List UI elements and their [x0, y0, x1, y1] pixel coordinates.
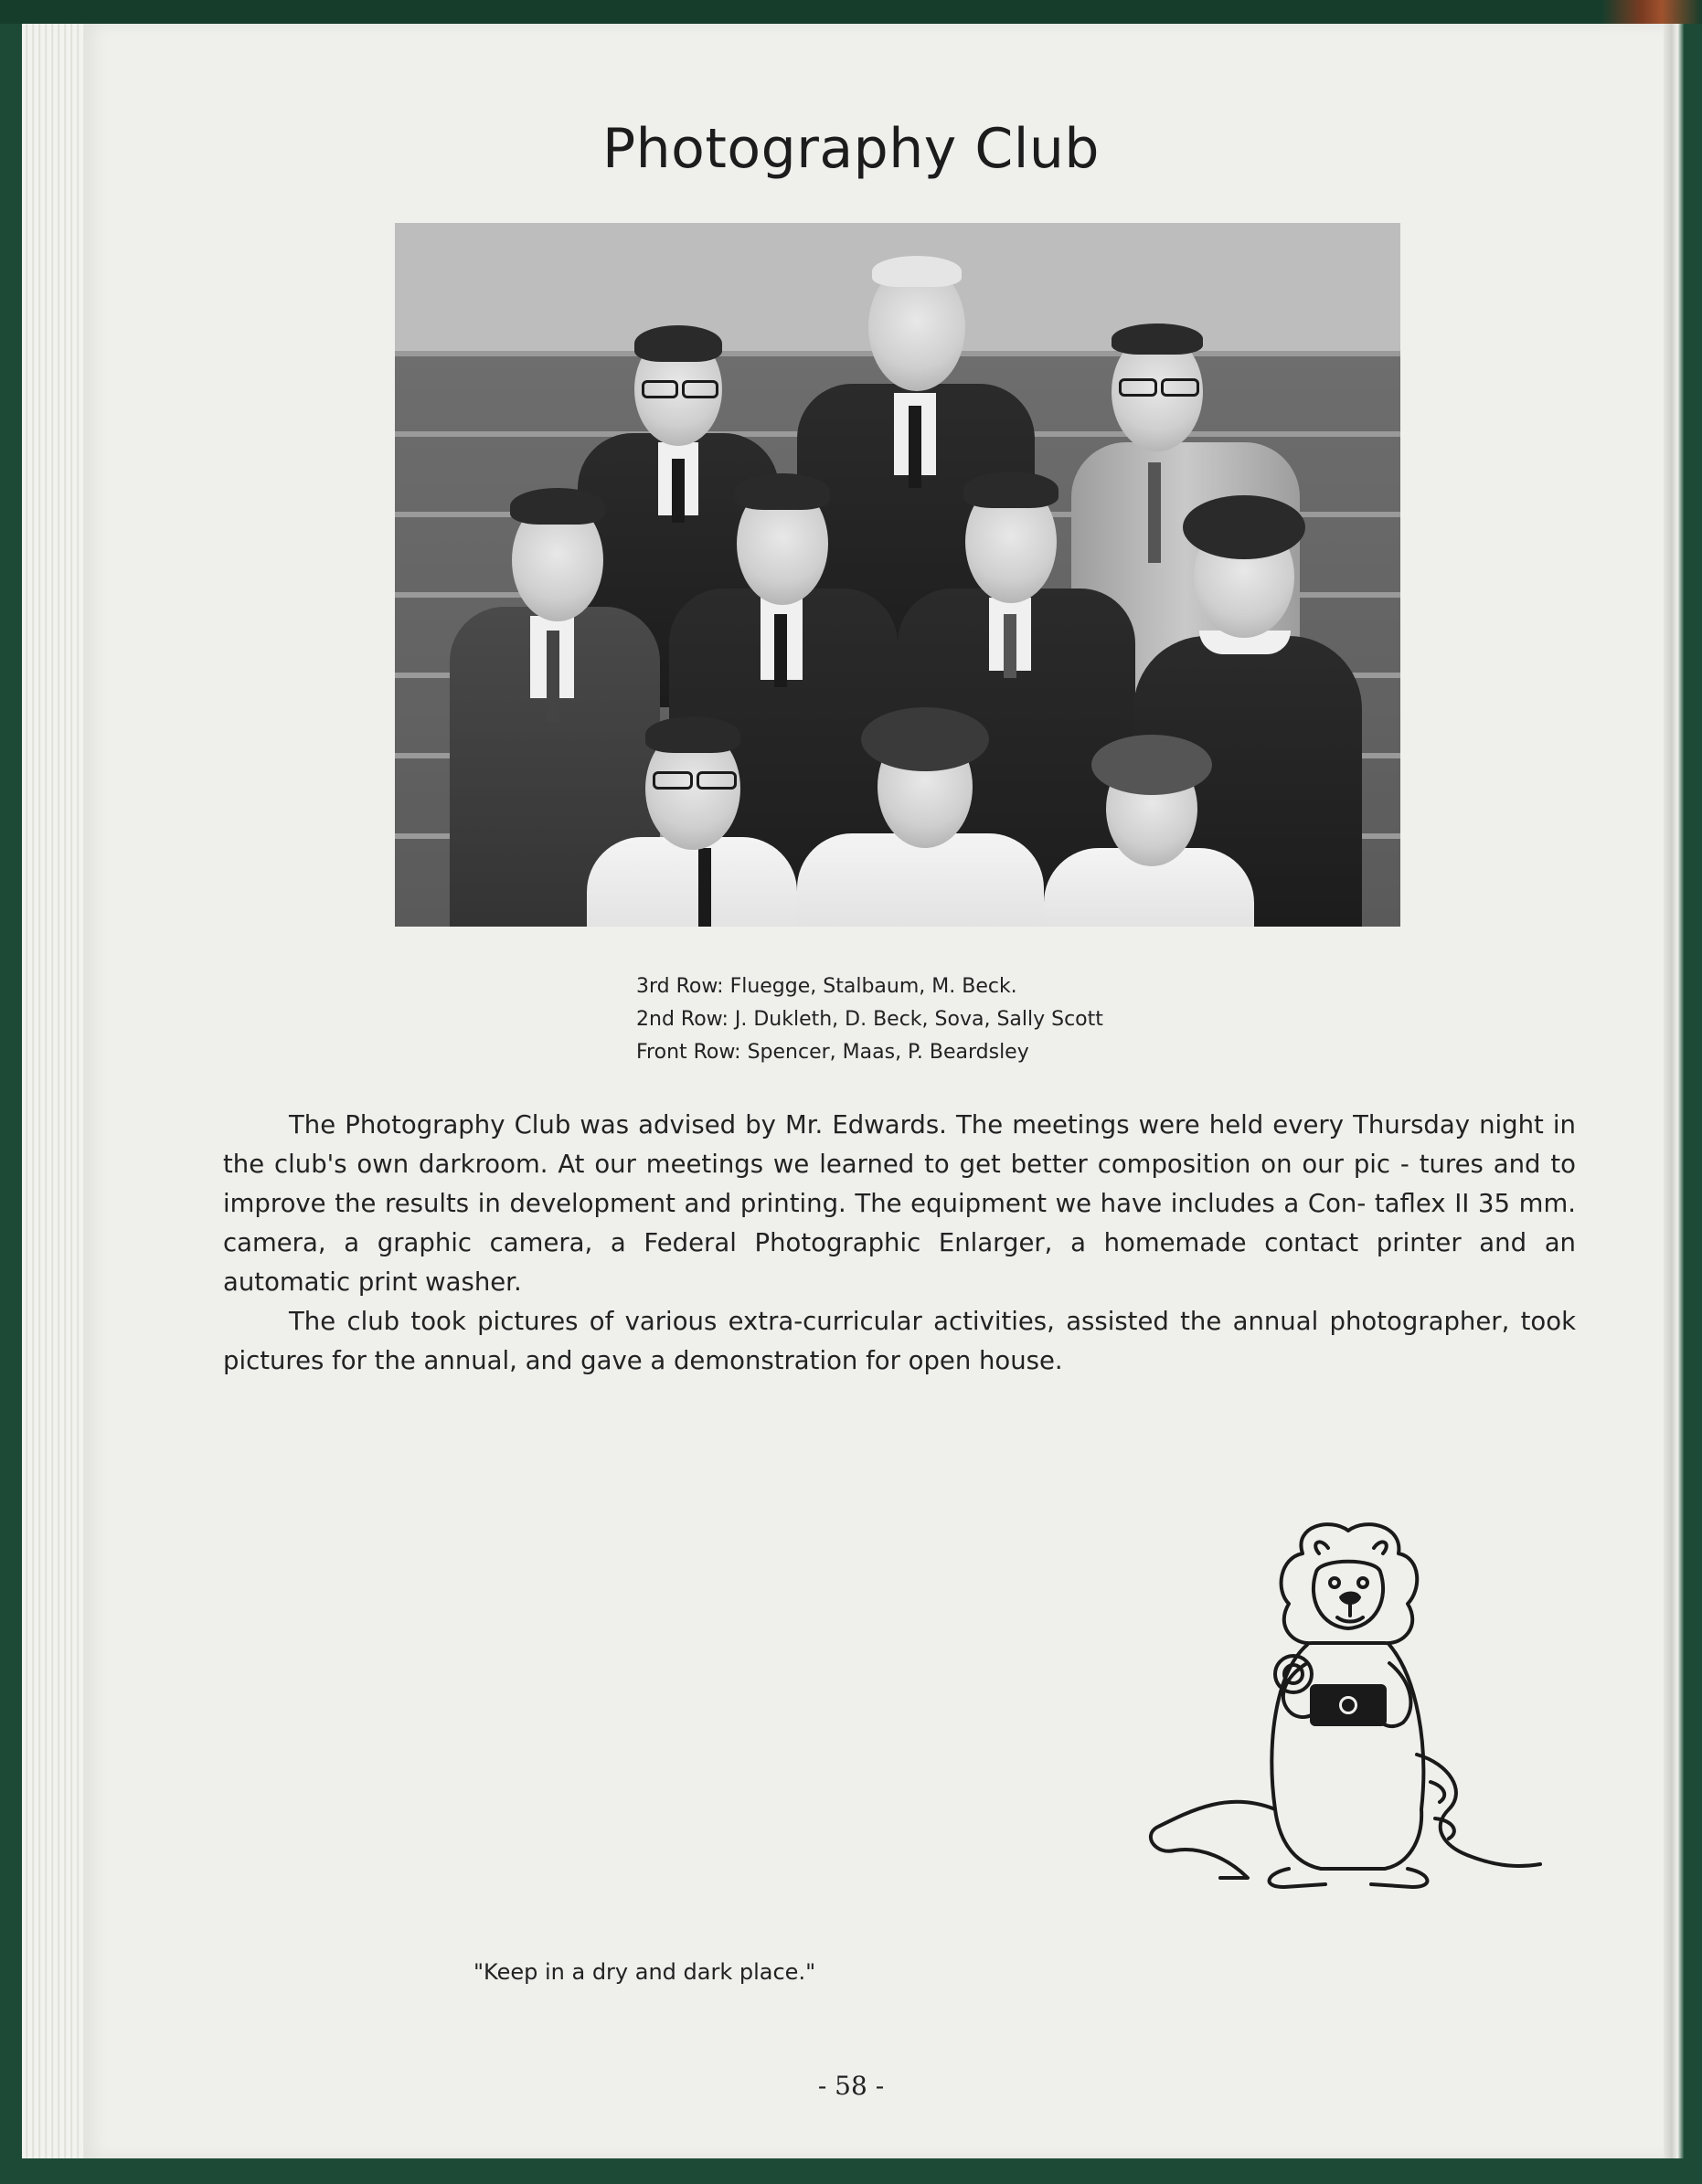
tie — [698, 848, 711, 927]
book-cover-edge — [0, 0, 1702, 24]
tie — [1004, 614, 1016, 678]
book-spine-tab — [1601, 0, 1702, 24]
page-stack-edge — [22, 24, 86, 2158]
hair — [1112, 323, 1203, 355]
mascot-quote: "Keep in a dry and dark place." — [473, 1959, 816, 1985]
glasses — [682, 380, 718, 398]
hair — [735, 473, 830, 510]
page-number: - 58 - — [817, 2071, 885, 2101]
hair — [1091, 735, 1212, 795]
hair — [634, 325, 722, 362]
hair — [645, 716, 740, 753]
tie — [1148, 462, 1161, 563]
person-front-1 — [587, 837, 797, 927]
paragraph-2: The club took pictures of various extra-curricular activities, assisted the annual photographer, took pictures for the annual, and gave a demonstration for open house. — [223, 1307, 1576, 1375]
page-title: Photography Club — [601, 117, 1101, 181]
tie — [547, 631, 559, 722]
lion-mascot-with-camera-icon — [1138, 1517, 1549, 1901]
group-photo — [395, 223, 1400, 927]
caption-row-front: Front Row: Spencer, Maas, P. Beardsley — [636, 1041, 1029, 1064]
glasses — [642, 380, 678, 398]
paragraph-1: The Photography Club was advised by Mr. Edwards. The meetings were held every Thursday night in the club's own darkroom. At our meetings we learned to get better composition on our pic - tures and to improve the results in development and printing. The equipment we have includes a Con- taflex II 35 mm. camera, a graphic camera, a Federal Photographic Enlarger, a homemade contact printer and an automatic print washer. — [223, 1110, 1576, 1297]
tie — [672, 459, 685, 523]
caption-row-2nd: 2nd Row: J. Dukleth, D. Beck, Sova, Sally Scott — [636, 1008, 1103, 1031]
caption-row-3rd: 3rd Row: Fluegge, Stalbaum, M. Beck. — [636, 975, 1017, 998]
glasses — [653, 771, 693, 790]
photo-caption — [636, 970, 1103, 1069]
hair — [861, 707, 989, 771]
hair — [1183, 495, 1305, 559]
tie — [774, 614, 787, 687]
article-body — [223, 1106, 1576, 1381]
glasses — [1161, 378, 1199, 397]
hair — [510, 488, 605, 525]
glasses — [1119, 378, 1157, 397]
hair — [872, 256, 962, 287]
glasses — [697, 771, 737, 790]
hair — [963, 472, 1058, 508]
tie — [909, 406, 921, 488]
page-right-edge — [1664, 24, 1684, 2158]
